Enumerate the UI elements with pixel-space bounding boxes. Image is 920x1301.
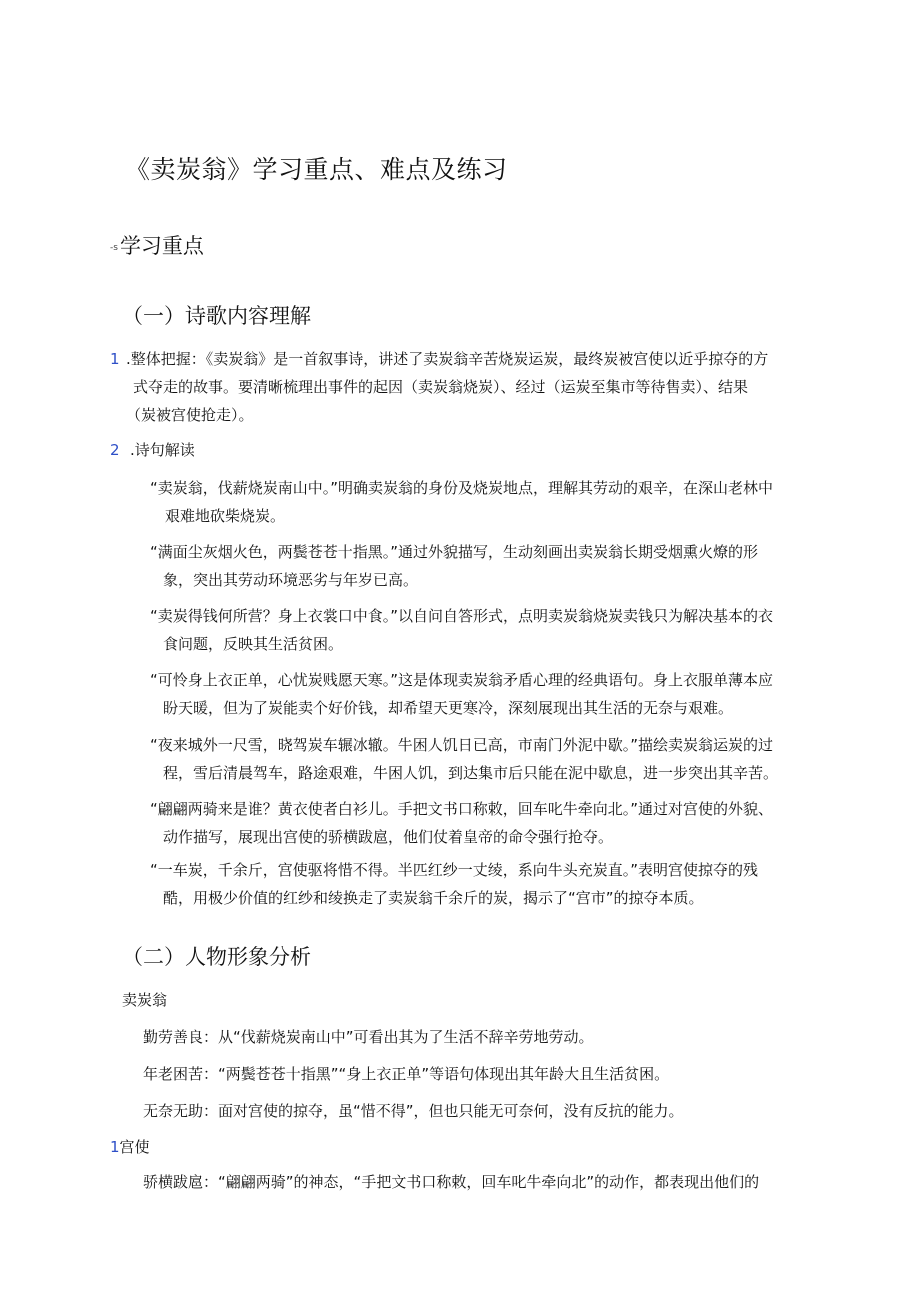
quote-1-line1: “卖炭翁，伐薪烧炭南山中。”明确卖炭翁的身份及烧炭地点，理解其劳动的艰辛，在深山老林中 — [150, 479, 774, 497]
list-number-1: 1 — [110, 350, 120, 368]
trait-2: 年老困苦：“两鬓苍苍十指黑”“身上衣正单”等语句体现出其年龄大且生活贫困。 — [143, 1065, 670, 1083]
section-heading-study-focus — [110, 230, 204, 260]
quote-6-line2: 动作描写，展现出宫使的骄横跋扈，他们仗着皇帝的命令强行抢夺。 — [163, 828, 614, 846]
quote-2-line1: “满面尘灰烟火色，两鬓苍苍十指黑。”通过外貌描写，生动刻画出卖炭翁长期受烟熏火燎的形 — [150, 543, 759, 561]
quote-4-line2: 盼天暖，但为了炭能卖个好价钱，却希望天更寒冷，深刻展现出其生活的无奈与艰难。 — [163, 699, 734, 717]
quote-4-line1: “可怜身上衣正单，心忧炭贱愿天寒。”这是体现卖炭翁矛盾心理的经典语句。身上衣服单薄本应 — [150, 671, 774, 689]
quote-3-line2: 食问题，反映其生活贫困。 — [163, 635, 344, 653]
list-number: 1 — [110, 1138, 120, 1156]
subheading-poem-content: （一）诗歌内容理解 — [122, 304, 311, 328]
trait-1: 勤劳善良：从“伐薪烧炭南山中”可看出其为了生活不辞辛劳地劳动。 — [143, 1028, 594, 1046]
character-name-charcoal-seller: 卖炭翁 — [122, 991, 168, 1009]
section-prefix: -s — [110, 243, 118, 253]
page-title: 《卖炭翁》学习重点、难点及练习 — [125, 155, 508, 184]
subheading-character-analysis: （二）人物形象分析 — [122, 945, 311, 969]
character-name-palace-envoy — [110, 1133, 150, 1161]
quote-1-line2: 艰难地砍柴烧炭。 — [165, 507, 286, 525]
item1-line1: .整体把握：《卖炭翁》是一首叙事诗，讲述了卖炭翁辛苦烧炭运炭，最终炭被宫使以近乎掠夺的方 — [126, 350, 769, 368]
section-label: 学习重点 — [119, 234, 204, 258]
quote-6-line1: “翩翩两骑来是谁？黄衣使者白衫儿。手把文书口称敕，回车叱牛牵向北。”通过对宫使的外貌、 — [150, 800, 774, 818]
list-number-2: 2 — [110, 441, 120, 459]
trait-envoy-1: 骄横跋扈：“翩翩两骑”的神态，“手把文书口称敕，回车叱牛牵向北”的动作，都表现出他们的 — [143, 1173, 760, 1191]
item1-line3: （炭被宫使抢走）。 — [126, 406, 254, 424]
character-name: 宫使 — [119, 1138, 150, 1156]
trait-3: 无奈无助：面对宫使的掠夺，虽“惜不得”，但也只能无可奈何，没有反抗的能力。 — [143, 1102, 684, 1120]
quote-7-line1: “一车炭，千余斤，宫使驱将惜不得。半匹红纱一丈绫，系向牛头充炭直。”表明宫使掠夺的残 — [150, 861, 759, 879]
quote-3-line1: “卖炭得钱何所营？身上衣裳口中食。”以自问自答形式，点明卖炭翁烧炭卖钱只为解决基本的衣 — [150, 607, 774, 625]
quote-7-line2: 酷，用极少价值的红纱和绫换走了卖炭翁千余斤的炭，揭示了“宫市”的掠夺本质。 — [163, 889, 704, 907]
item1-line2: 式夺走的故事。要清晰梳理出事件的起因（卖炭翁烧炭）、经过（运炭至集市等待售卖）、结果 — [133, 378, 749, 396]
item2-label: .诗句解读 — [130, 441, 195, 459]
quote-5-line2: 程，雪后清晨驾车，路途艰难，牛困人饥，到达集市后只能在泥中歇息，进一步突出其辛苦。 — [163, 764, 779, 782]
quote-2-line2: 象，突出其劳动环境恶劣与年岁已高。 — [163, 571, 419, 589]
quote-5-line1: “夜来城外一尺雪，晓驾炭车辗冰辙。牛困人饥日已高，市南门外泥中歇。”描绘卖炭翁运炭的过 — [150, 736, 774, 754]
